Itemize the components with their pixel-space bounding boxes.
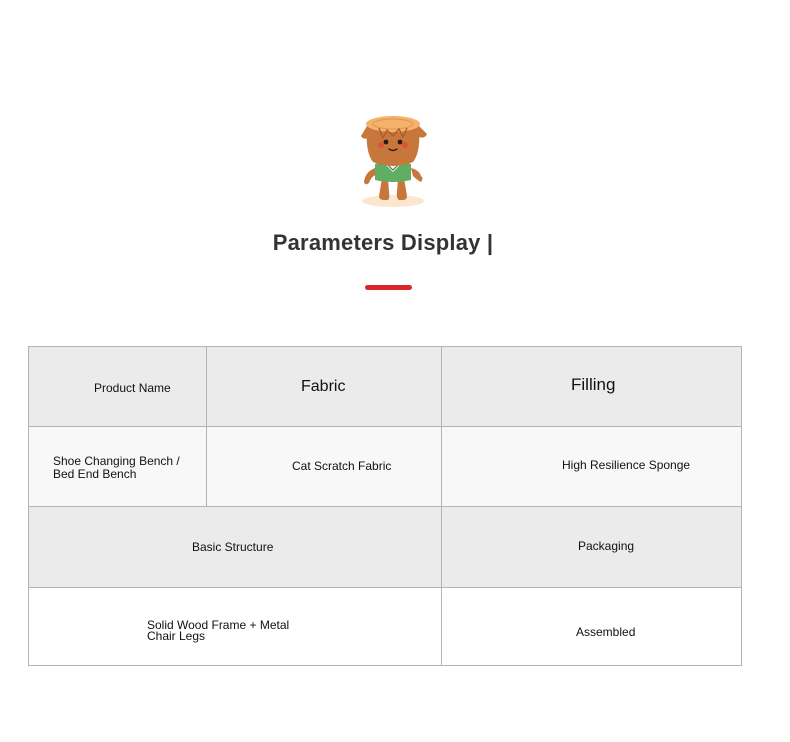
tree-stump-mascot-icon	[355, 112, 431, 210]
table-header-filling	[441, 346, 742, 427]
filling-value-cell	[441, 426, 742, 507]
table-header-packaging	[441, 506, 742, 588]
fabric-label: Fabric	[301, 378, 346, 395]
table-header-basic-structure	[28, 506, 442, 588]
product-name-value-line2: Bed End Bench	[53, 467, 137, 481]
basic-structure-value-line2: Chair Legs	[147, 629, 206, 643]
product-name-value-cell	[28, 426, 207, 507]
packaging-label: Packaging	[578, 539, 635, 553]
product-name-label: Product Name	[94, 381, 171, 395]
product-name-value-line1: Shoe Changing Bench /	[53, 454, 180, 468]
filling-value: High Resilience Sponge	[562, 458, 691, 472]
table-header-fabric	[206, 346, 442, 427]
basic-structure-value-line1: Solid Wood Frame + Metal	[147, 618, 290, 632]
packaging-value: Assembled	[576, 625, 636, 639]
fabric-value-cell	[206, 426, 442, 507]
table-header-product-name	[28, 346, 207, 427]
basic-structure-value-cell	[28, 587, 442, 666]
page-title: Parameters Display |	[272, 230, 494, 255]
filling-label: Filling	[571, 375, 616, 394]
parameters-table	[28, 346, 742, 666]
basic-structure-label: Basic Structure	[192, 540, 274, 554]
title-accent-bar	[365, 285, 412, 290]
packaging-value-cell	[441, 587, 742, 666]
fabric-value: Cat Scratch Fabric	[292, 459, 392, 473]
